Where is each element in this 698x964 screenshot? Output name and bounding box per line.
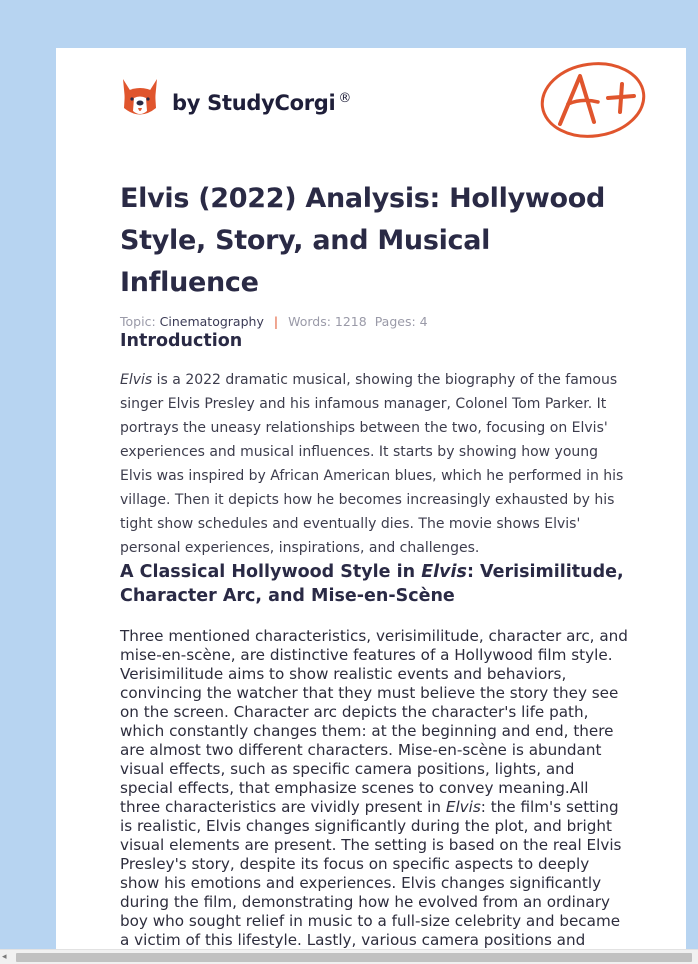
scrollbar-thumb[interactable] <box>16 953 692 962</box>
introduction-heading: Introduction <box>120 331 243 351</box>
introduction-text: is a 2022 dramatic musical, showing the biography of the famous singer Elvis Presley and his infamous manager, Colonel Tom Parker. It portrays the uneasy relationships between the two, focusing on Elvis' experiences and musical influences. It starts by showing how young Elvis was inspired by African American blues, which he performed in his village. Then it depicts how he becomes increasingly exhausted by his tight show schedules and eventually dies. The movie shows Elvis' personal experiences, inspirations, and challenges. <box>120 372 624 556</box>
topic-link[interactable]: Cinematography <box>159 314 264 329</box>
article-meta <box>120 314 632 329</box>
classical-style-heading <box>120 560 632 608</box>
classical-style-paragraph <box>120 627 632 964</box>
word-count: Words: 1218 <box>288 314 367 329</box>
meta-separator: | <box>273 314 279 329</box>
topic-label: Topic: <box>120 314 156 329</box>
scroll-left-arrow-icon[interactable]: ◂ <box>2 952 7 962</box>
a-plus-grade-icon <box>538 58 650 140</box>
horizontal-scrollbar[interactable] <box>0 949 698 964</box>
movie-title-emphasis: Elvis <box>120 372 153 388</box>
brand-name-text: by StudyCorgi <box>172 91 336 115</box>
paragraph-part-1: Three mentioned characteristics, verisimilitude, character arc, and mise-en-scène, are distinctive features of a Hollywood film style. Verisimilitude aims to show realistic events and behaviors, convincing the watcher that they must believe the story they see on the screen. Character arc depicts the character's life path, which constantly changes them: at the beginning and end, there are almost two different characters. Mise-en-scène is abundant visual effects, such as specific camera positions, lights, and special effects, that emphasize scenes to convey meaning.All three characteristics are vividly present in <box>120 627 628 816</box>
heading-movie-emphasis: Elvis <box>421 562 467 582</box>
registered-mark: ® <box>338 91 352 106</box>
page-count: Pages: 4 <box>374 314 428 329</box>
article-title: Elvis (2022) Analysis: Hollywood Style, Story, and Musical Influence <box>120 183 606 298</box>
brand-name <box>172 91 351 115</box>
grade-text: A+ <box>538 58 540 59</box>
introduction-paragraph <box>120 368 632 560</box>
heading-part-2: : Verisimilitude, Character Arc, and Mise-en-Scène <box>120 562 624 606</box>
corgi-logo-icon <box>120 76 160 122</box>
heading-part-1: A Classical Hollywood Style in <box>120 562 422 582</box>
article-content <box>120 178 632 964</box>
paragraph-movie-emphasis: Elvis <box>445 798 481 816</box>
paragraph-part-2: : the film's setting is realistic, Elvis changes significantly during the plot, and bright visual elements are present. The setting is based on the real Elvis Presley's story, despite its focus on specific aspects to deeply show his emotions and experiences. Elvis changes significantly during the film, demonstrating how he evolved from an ordinary boy who sought relief in music to a full-size celebrity and became a victim of this lifestyle. Lastly, various camera positions and <box>120 798 622 949</box>
brand-header[interactable] <box>120 74 351 124</box>
document-page <box>56 48 686 964</box>
